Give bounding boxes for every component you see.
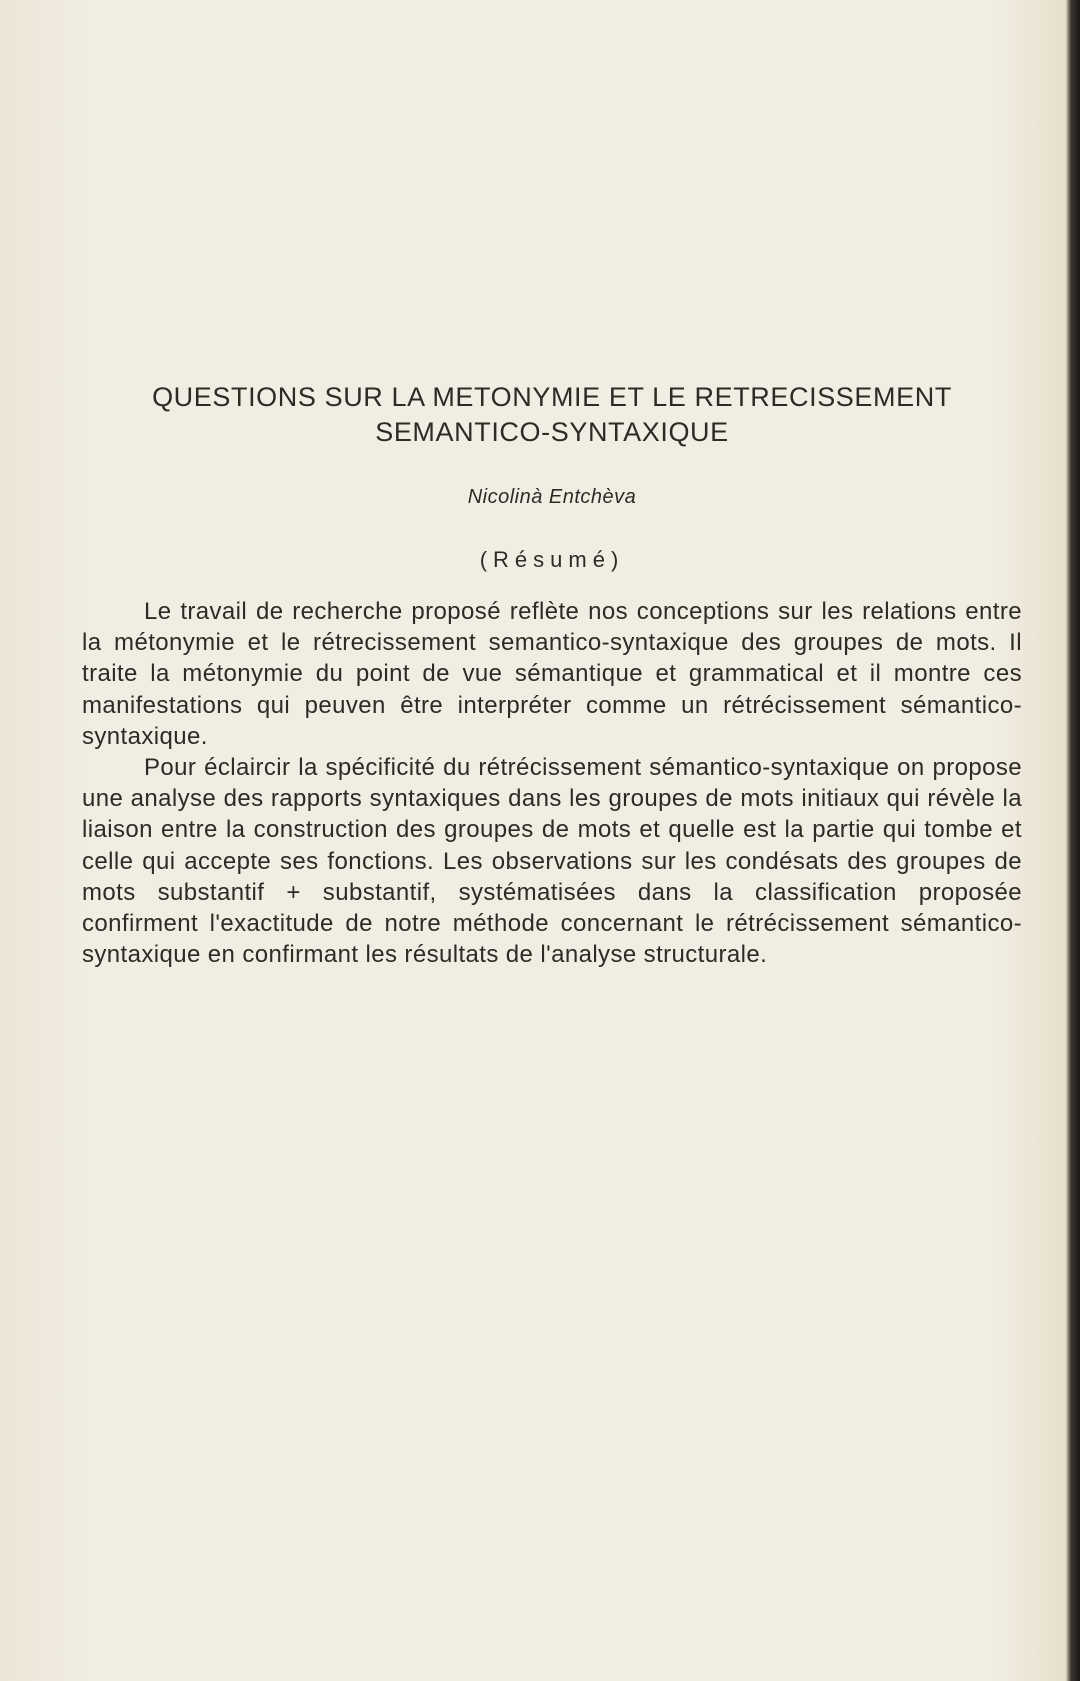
article-title xyxy=(82,380,1022,450)
author-name: Nicolinà Entchèva xyxy=(467,486,637,508)
article-header xyxy=(82,380,1022,573)
abstract-body xyxy=(82,596,1022,970)
paragraph-2: Pour éclaircir la spécificité du rétrécissement sémantico-syntaxique on propose une analyse des rapports syntaxiques dans les groupes de mots initiaux qui révèle la liaison entre la construction des groupes de mots et quelle est la partie qui tombe et celle qui accepte ses fonctions. Les observations sur les condésats des groupes de mots substantif + substantif, systématisées dans la classification proposée confirment l'exactitude de notre méthode concernant le rétrécissement sémantico-syntaxique en confirmant les résultats de l'analyse structurale. xyxy=(82,754,1022,969)
title-line-2: SEMANTICO-SYNTAXIQUE xyxy=(375,417,729,447)
title-line-1: QUESTIONS SUR LA METONYMIE ET LE RETRECISSEMENT xyxy=(152,382,952,412)
book-spine-edge xyxy=(1066,0,1080,1681)
paragraph-1: Le travail de recherche proposé reflète nos conceptions sur les relations entre la métonymie et le rétrecissement semantico-syntaxique des groupes de mots. Il traite la métonymie du point de vue sémantique et grammatical et il montre ces manifestations qui peuven être interpréter comme un rétrécissement sémantico-syntaxique. xyxy=(82,598,1022,750)
resume-label: (Résumé) xyxy=(479,547,625,572)
